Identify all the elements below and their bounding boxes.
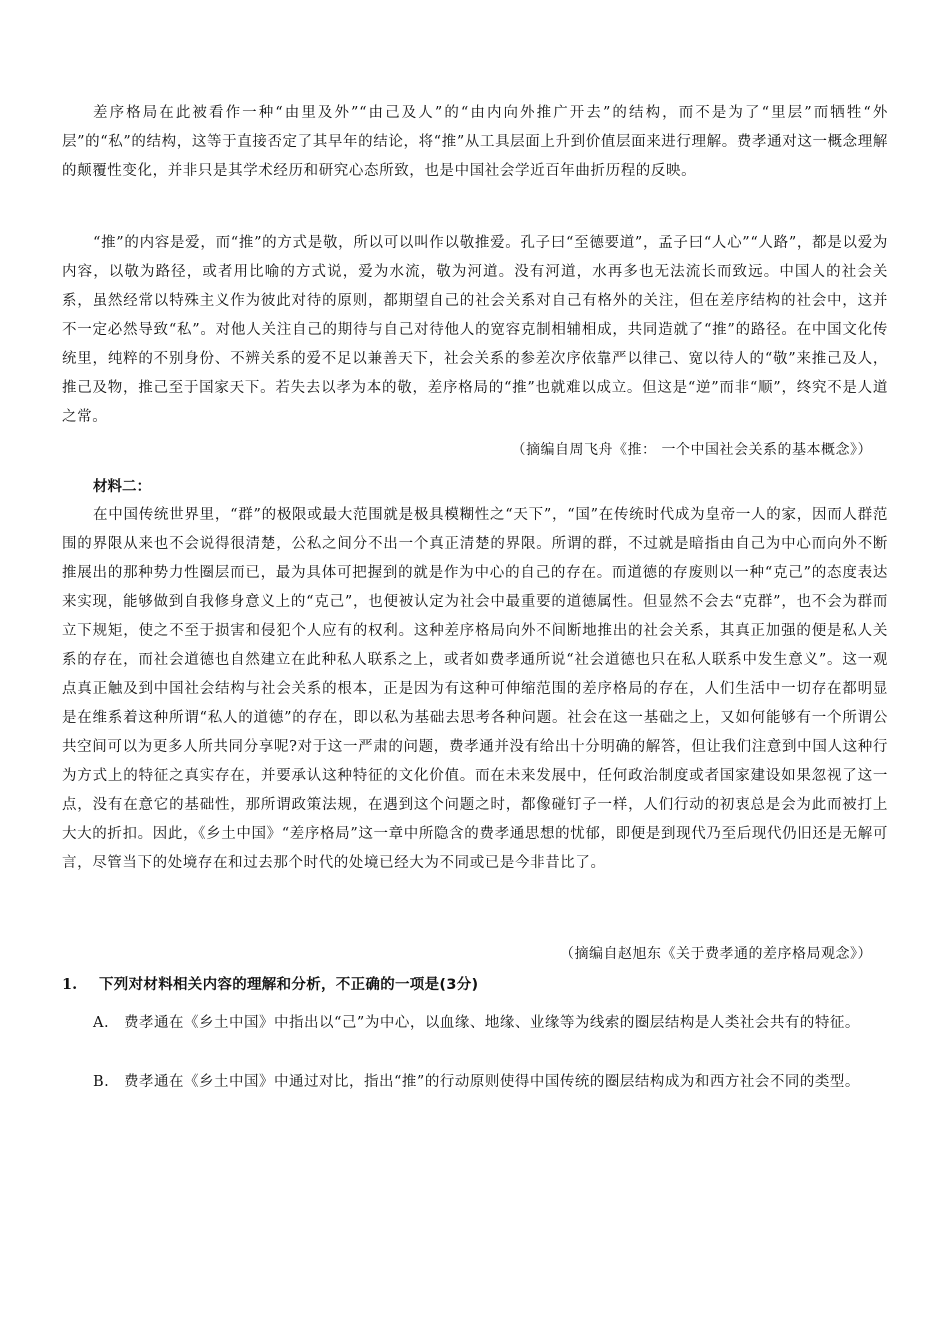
question-1-text: 下列对材料相关内容的理解和分析，不正确的一项是(3分) (99, 977, 479, 993)
question-1-option-b[interactable] (93, 1069, 888, 1095)
question-1-option-a[interactable] (93, 1010, 888, 1036)
option-b-text: 费孝通在《乡土中国》中通过对比，指出“推”的行动原则使得中国传统的圈层结构成为和西方社会不同的类型。 (124, 1074, 860, 1090)
material1-paragraph-1: 差序格局在此被看作一种“由里及外”“由己及人”的“由内向外推广开去”的结构，而不是为了“里层”而牺牲“外层”的“私”的结构，这等于直接否定了其早年的结论，将“推”从工具层面上升到价值层面来进行理解。费孝通对这一概念理解的颠覆性变化，并非只是其学术经历和研究心态所致，也是中国社会学近百年曲折历程的反映。 (62, 105, 888, 179)
option-a-text: 费孝通在《乡土中国》中指出以“己”为中心，以血缘、地缘、业缘等为线索的圈层结构是人类社会共有的特征。 (124, 1015, 860, 1031)
material2-paragraph-1: 在中国传统世界里，“群”的极限或最大范围就是极具模糊性之“天下”，“国”在传统时代成为皇帝一人的家，因而人群范围的界限从来也不会说得很清楚，公私之间分不出一个真正清楚的界限。所谓的群，不过就是暗指由自己为中心而向外不断推展出的那种势力性圈层而已，最为具体可把握到的就是作为中心的自己的存在。而道德的存废则以一种“克己”的态度表达来实现，能够做到自我修身意义上的“克己”，也便被认定为社会中最重要的道德属性。但显然不会去“克群”，也不会为群而立下规矩，使之不至于损害和侵犯个人应有的权利。这种差序格局向外不间断地推出的社会关系，其真正加强的便是私人关系的存在，而社会道德也自然建立在此种私人联系之上，或者如费孝通所说“社会道德也只在私人联系中发生意义”。这一观点真正触及到中国社会结构与社会关系的根本，正是因为有这种可伸缩范围的差序格局的存在，人们生活中一切存在都明显是在维系着这种所谓“私人的道德”的存在，即以私为基础去思考各种问题。社会在这一基础之上，又如何能够有一个所谓公共空间可以为更多人所共同分享呢?对于这一严肃的问题，费孝通并没有给出十分明确的解答，但让我们注意到中国人这种行为方式上的特征之真实存在，并要承认这种特征的文化价值。而在未来发展中，任何政治制度或者国家建设如果忽视了这一点，没有在意它的基础性，那所谓政策法规，在遇到这个问题之时，都像碰钉子一样，人们行动的初衷总是会为此而被打上大大的折扣。因此，《乡土中国》“差序格局”这一章中所隐含的费孝通思想的忧郁，即便是到现代乃至后现代仍旧还是无解可言，尽管当下的处境存在和过去那个时代的处境已经大为不同或已是今非昔比了。 (62, 507, 888, 871)
material1-paragraph-2: “推”的内容是爱，而“推”的方式是敬，所以可以叫作以敬推爱。孔子曰“至德要道”，孟子曰“人心”“人路”，都是以爱为内容，以敬为路径，或者用比喻的方式说，爱为水流，敬为河道。没有河道，水再多也无法流长而致远。中国人的社会关系，虽然经常以特殊主义作为彼此对待的原则，都期望自己的社会关系对自己有格外的关注，但在差序结构的社会中，这并不一定必然导致“私”。对他人关注自己的期待与自己对待他人的宽容克制相辅相成，共同造就了“推”的路径。在中国文化传统里，纯粹的不别身份、不辨关系的爱不足以兼善天下，社会关系的参差次序依靠严以律己、宽以待人的“敬”来推己及人，推己及物，推己至于国家天下。若失去以孝为本的敬，差序格局的“推”也就难以成立。但这是“逆”而非“顺”，终究不是人道之常。 (62, 235, 888, 425)
option-b-letter: B. (93, 1074, 110, 1090)
option-a-letter: A. (93, 1015, 110, 1031)
question-1-number: 1. (62, 976, 78, 993)
material2-source-citation: （摘编自赵旭东《关于费孝通的差序格局观念》） (560, 946, 872, 962)
material2-heading: 材料二： (93, 479, 151, 495)
material1-source-citation: （摘编自周飞舟《推： 一个中国社会关系的基本概念》） (511, 442, 872, 458)
